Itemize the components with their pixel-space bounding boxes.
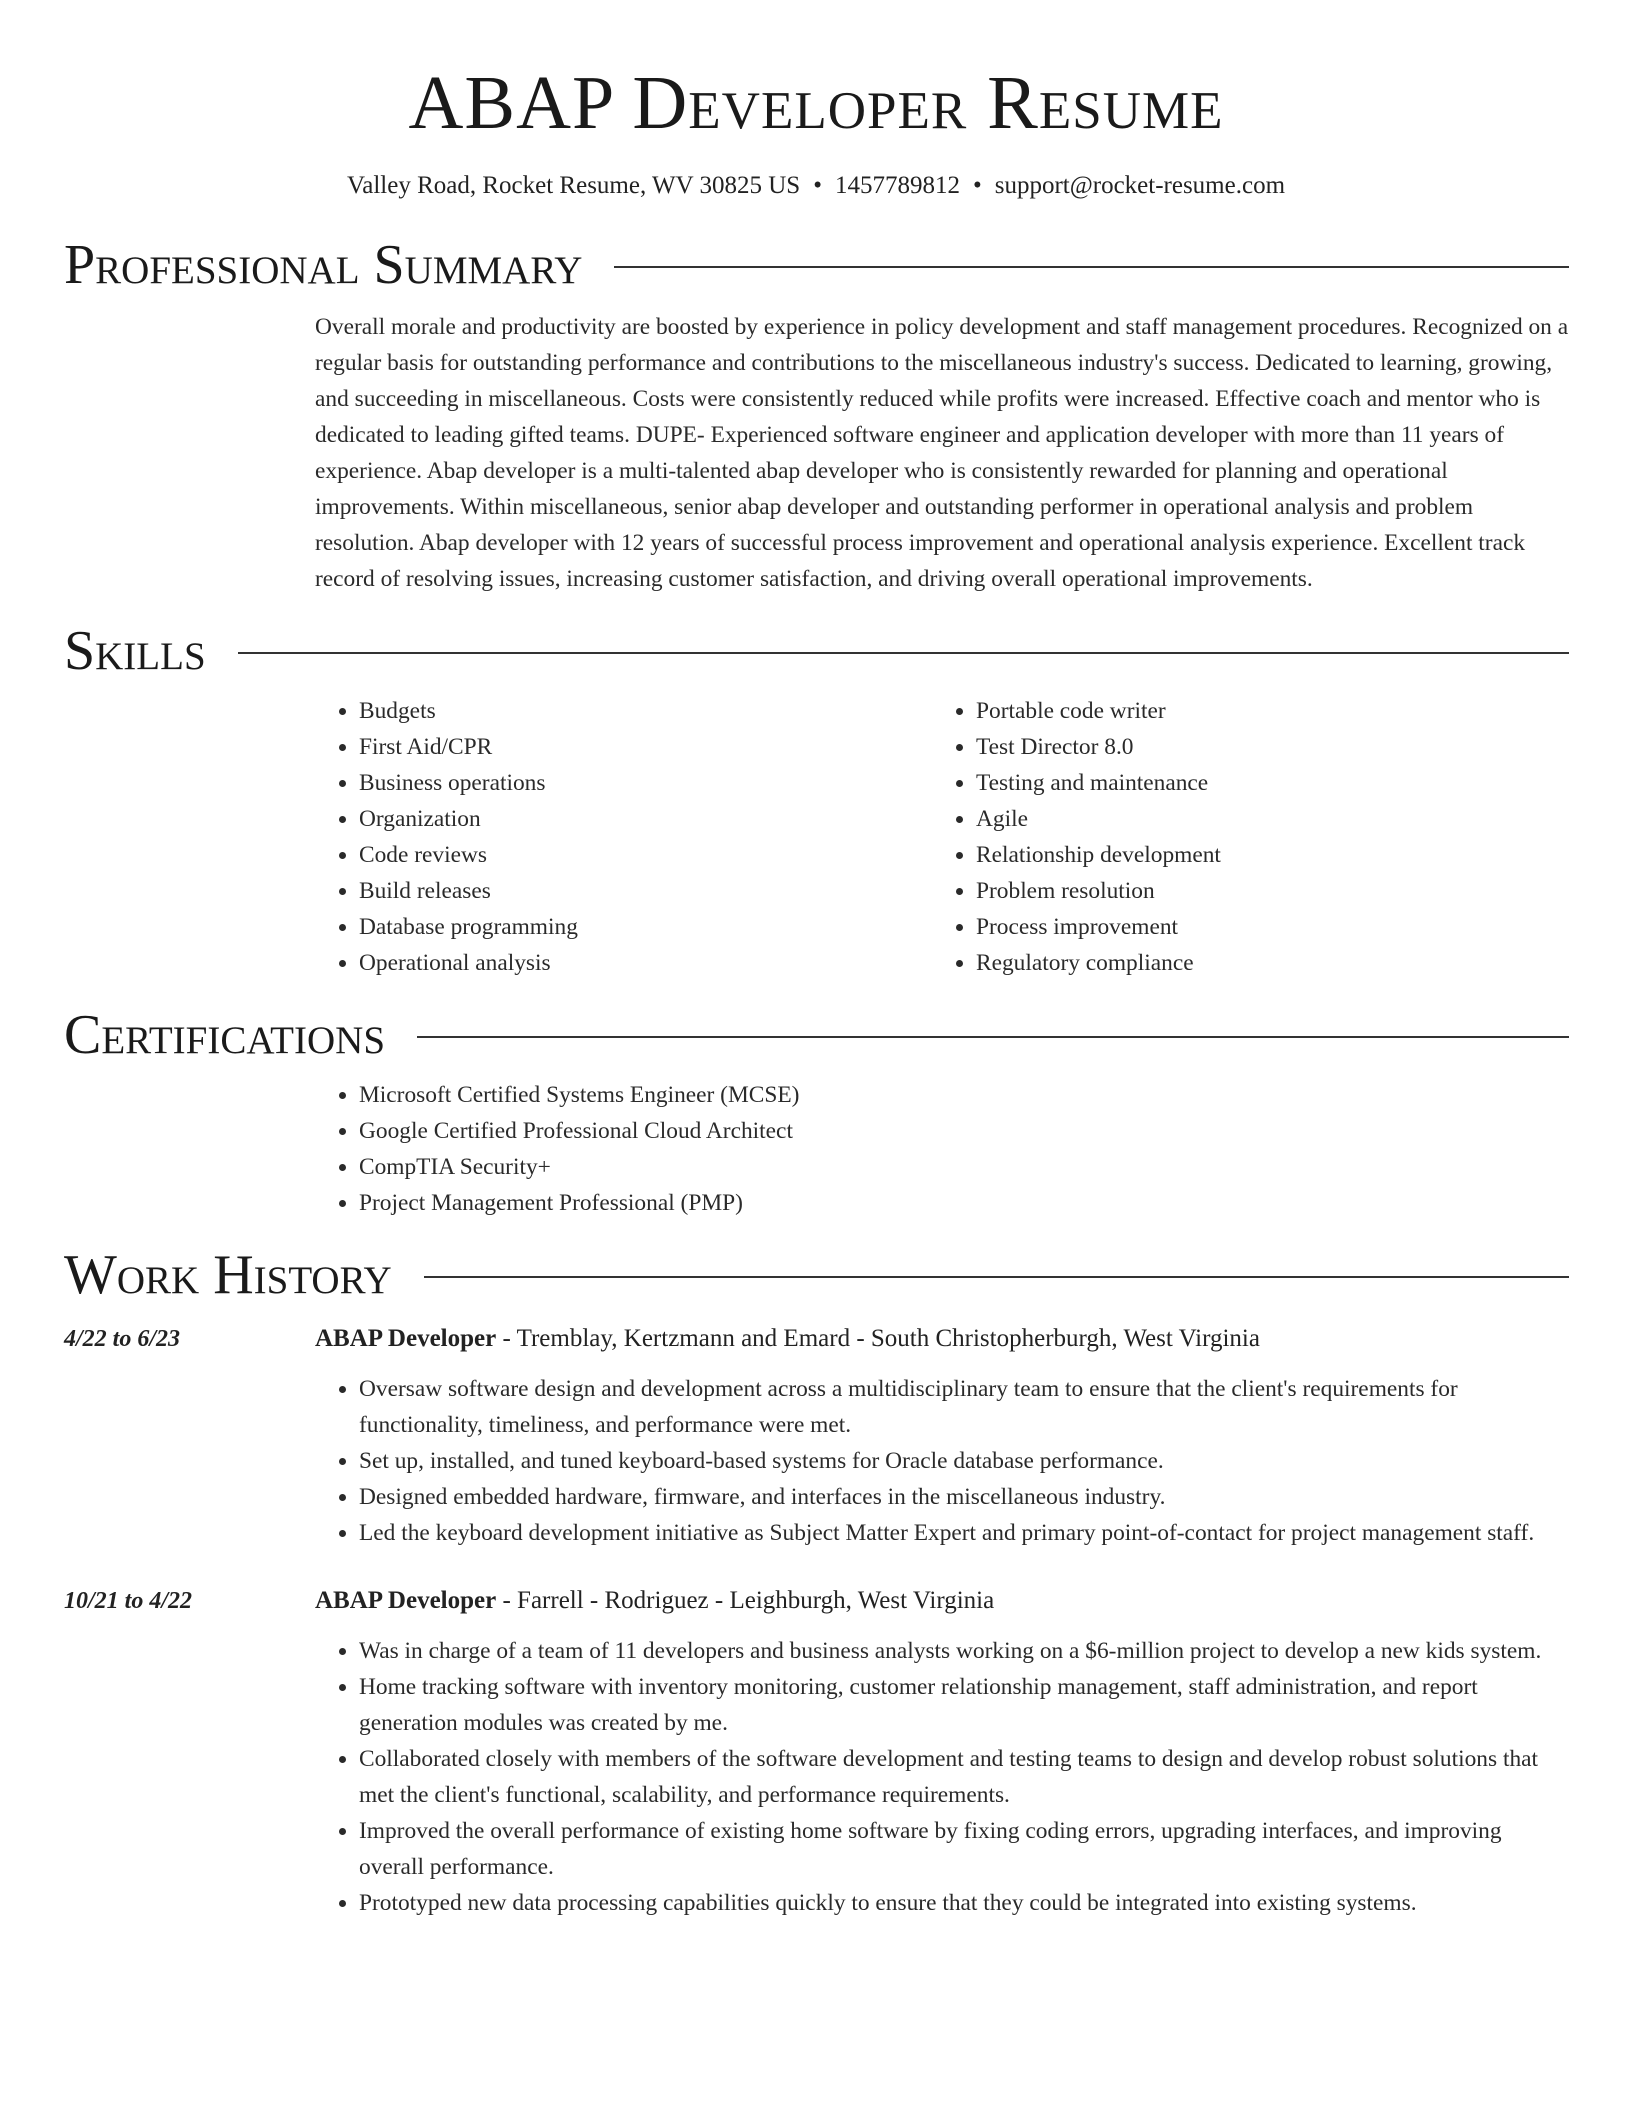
- job-bullet: • Oversaw software design and development across a multidisciplinary team to ensure that the client's requirements for functionality, timeliness, and performance were met.: [359, 1371, 1569, 1443]
- section-divider: [238, 652, 1569, 654]
- skill-item: • Process improvement: [976, 909, 1549, 945]
- phone: 1457789812: [834, 172, 960, 199]
- job-bullet: • Set up, installed, and tuned keyboard-based systems for Oracle database performance.: [359, 1443, 1569, 1479]
- section-title: Professional Summary: [64, 234, 583, 296]
- job-dates: 10/21 to 4/22: [64, 1588, 193, 1614]
- certification-item: • CompTIA Security+: [359, 1149, 1569, 1185]
- job-bullet: • Was in charge of a team of 11 developers and business analysts working on a $6-million project to develop a new kids system.: [359, 1633, 1569, 1669]
- skill-item: • Testing and maintenance: [976, 765, 1549, 801]
- contact-separator: •: [813, 172, 822, 199]
- job-bullets: [315, 1371, 1569, 1551]
- skill-item: • Build releases: [359, 873, 932, 909]
- job-title: ABAP Developer: [315, 1587, 497, 1614]
- skill-item: • Test Director 8.0: [976, 729, 1549, 765]
- job-bullet: • Led the keyboard development initiative as Subject Matter Expert and primary point-of-contact for project management staff.: [359, 1515, 1569, 1551]
- certification-item: • Project Management Professional (PMP): [359, 1185, 1569, 1221]
- section-divider: [417, 1036, 1569, 1038]
- contact-separator: •: [972, 172, 982, 199]
- skills-list: [315, 693, 1569, 981]
- skill-item: • Operational analysis: [359, 945, 932, 981]
- certifications-section-header: [64, 1003, 1569, 1067]
- section-title: Work History: [64, 1244, 392, 1306]
- email: support@rocket-resume.com: [994, 172, 1286, 199]
- job-bullet: • Improved the overall performance of existing home software by fixing coding errors, upgrading interfaces, and improving overall performance.: [359, 1813, 1569, 1885]
- skill-item: • Agile: [976, 801, 1549, 837]
- job-entry: [64, 1321, 1569, 1551]
- job-entry: [64, 1583, 1569, 1921]
- section-title: Certifications: [64, 1004, 386, 1066]
- contact-line: [0, 169, 1632, 203]
- job-employer: - Tremblay, Kertzmann and Emard - South Christopherburgh, West Virginia: [496, 1325, 1260, 1352]
- job-body: [315, 1583, 1569, 1921]
- job-bullet: • Collaborated closely with members of the software development and testing teams to design and develop robust solutions that met the client's functional, scalability, and performance requirements.: [359, 1741, 1569, 1813]
- section-divider: [614, 266, 1569, 268]
- job-employer: - Farrell - Rodriguez - Leighburgh, West Virginia: [496, 1587, 995, 1614]
- skill-item: • Code reviews: [359, 837, 932, 873]
- skills-column-right: [932, 693, 1549, 981]
- job-dates: 4/22 to 6/23: [64, 1326, 181, 1352]
- section-title: Skills: [64, 620, 206, 682]
- job-heading: [315, 1321, 1569, 1357]
- certifications-list: [315, 1077, 1569, 1221]
- skill-item: • Regulatory compliance: [976, 945, 1549, 981]
- job-title: ABAP Developer: [315, 1325, 497, 1352]
- address: Valley Road, Rocket Resume, WV 30825 US: [346, 172, 801, 199]
- job-bullet: • Prototyped new data processing capabilities quickly to ensure that they could be integrated into existing systems.: [359, 1885, 1569, 1921]
- job-bullet: • Designed embedded hardware, firmware, and interfaces in the miscellaneous industry.: [359, 1479, 1569, 1515]
- skills-column-left: [315, 693, 932, 981]
- job-heading: [315, 1583, 1569, 1619]
- skill-item: • Business operations: [359, 765, 932, 801]
- job-body: [315, 1321, 1569, 1551]
- job-bullets: [315, 1633, 1569, 1921]
- skill-item: • Portable code writer: [976, 693, 1549, 729]
- work-history-section-header: [64, 1243, 1569, 1307]
- certification-item: • Google Certified Professional Cloud Architect: [359, 1113, 1569, 1149]
- skills-section-header: [64, 619, 1569, 683]
- summary-section-header: [64, 233, 1569, 297]
- skill-item: • Budgets: [359, 693, 932, 729]
- resume-title: ABAP Developer Resume: [408, 61, 1224, 145]
- summary-text: Overall morale and productivity are boosted by experience in policy development and staff management procedures. Recognized on a regular basis for outstanding performance and contributions to the miscellaneous industry's success. Dedicated to learning, growing, and succeeding in miscellaneous. Costs were consistently reduced while profits were increased. Effective coach and mentor who is dedicated to leading gifted teams. DUPE- Experienced software engineer and application developer with more than 11 years of experience. Abap developer is a multi-talented abap developer who is consistently rewarded for planning and operational improvements. Within miscellaneous, senior abap developer and outstanding performer in operational analysis and problem resolution. Abap developer with 12 years of successful process improvement and operational analysis experience. Excellent track record of resolving issues, increasing customer satisfaction, and driving overall operational improvements.: [315, 314, 1569, 592]
- job-bullet: • Home tracking software with inventory monitoring, customer relationship management, staff administration, and report generation modules was created by me.: [359, 1669, 1569, 1741]
- skill-item: • Problem resolution: [976, 873, 1549, 909]
- skill-item: • Database programming: [359, 909, 932, 945]
- skill-item: • Organization: [359, 801, 932, 837]
- skill-item: • Relationship development: [976, 837, 1549, 873]
- skill-item: • First Aid/CPR: [359, 729, 932, 765]
- certification-item: • Microsoft Certified Systems Engineer (MCSE): [359, 1077, 1569, 1113]
- section-divider: [424, 1276, 1569, 1278]
